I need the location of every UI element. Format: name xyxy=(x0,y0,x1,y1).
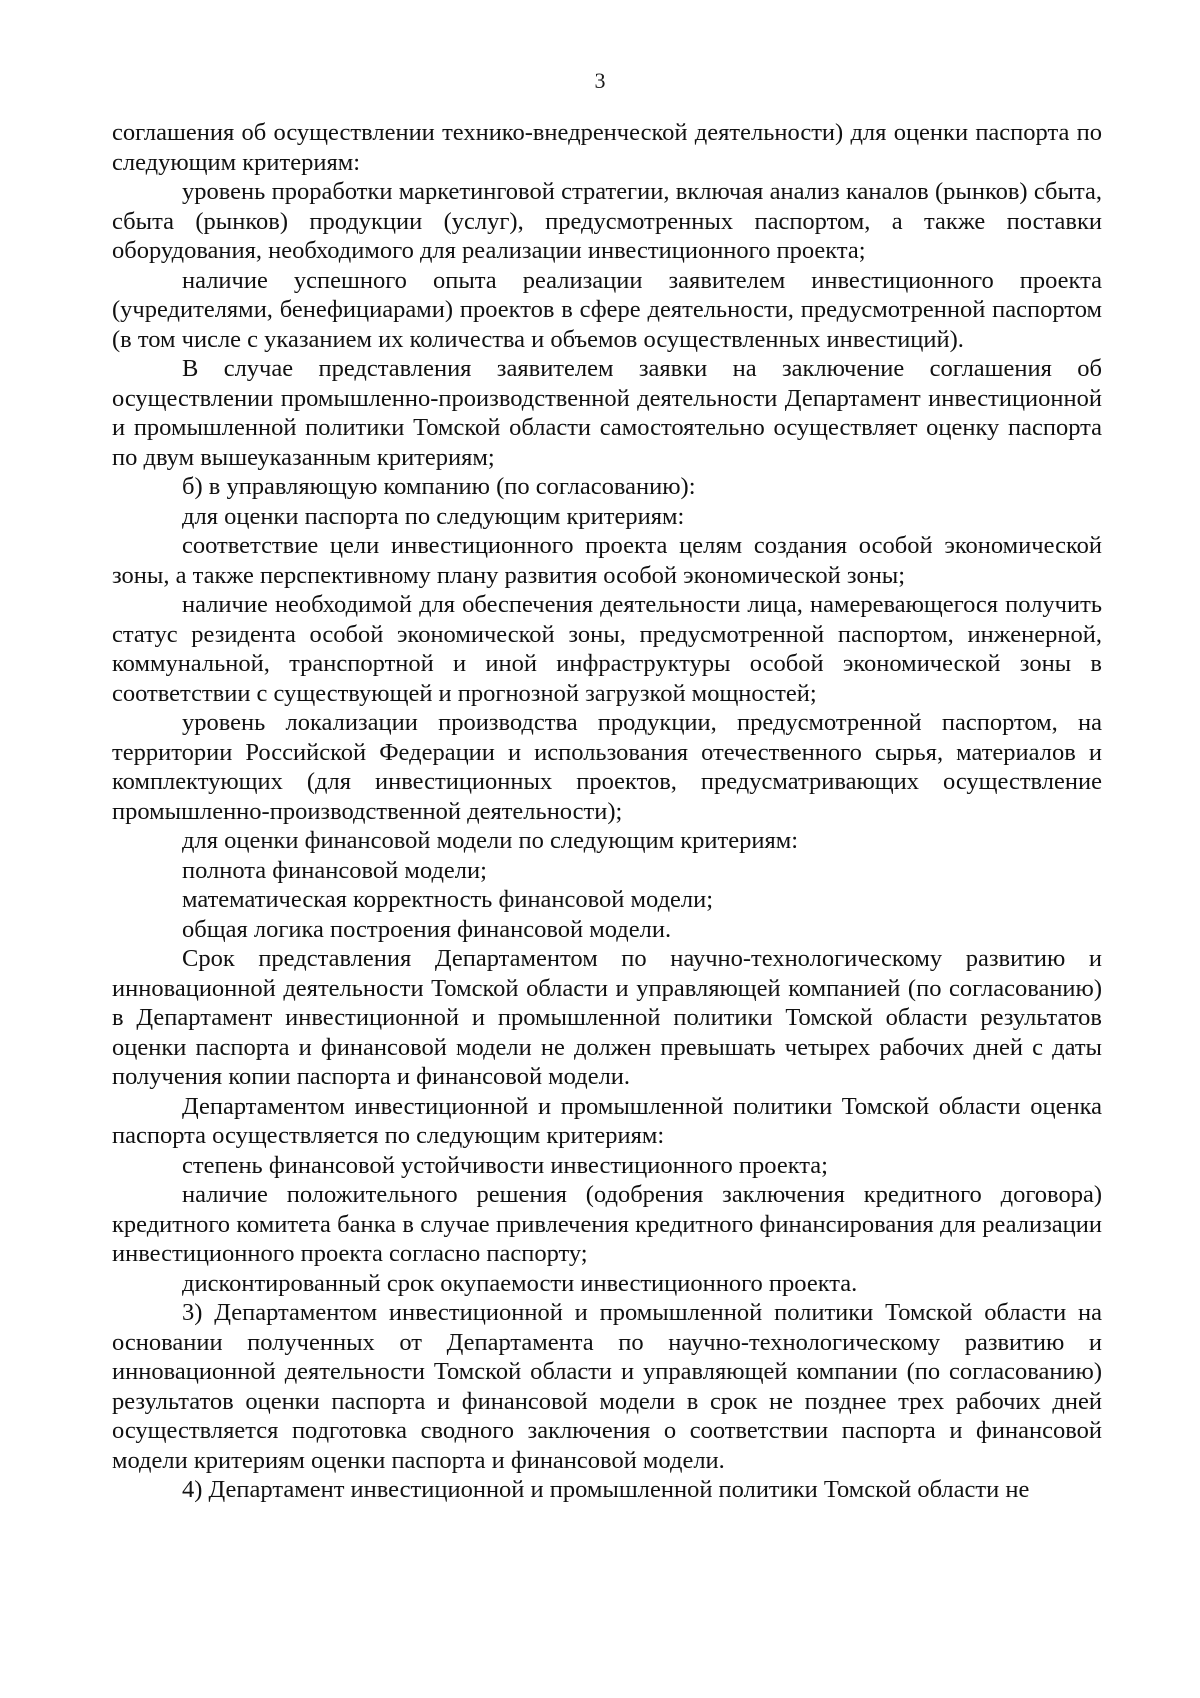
paragraph: наличие положительного решения (одобрения заключения кредитного договора) кредитного комитета банка в случае привлечения кредитного финансирования для реализации инвестиционного проекта согласно паспорту; xyxy=(112,1181,1102,1267)
paragraph: полнота финансовой модели; xyxy=(182,856,487,884)
paragraph: для оценки финансовой модели по следующим критериям: xyxy=(182,827,799,854)
paragraph: Департаментом инвестиционной и промышленной политики Томской области оценка паспорта осуществляется по следующим критериям: xyxy=(112,1092,1102,1149)
paragraph: 3) Департаментом инвестиционной и промышленной политики Томской области на основании полученных от Департамента по научно-технологическому развитию и инновационной деятельности Томской области и управляющей компании (по согласованию) результатов оценки паспорта и финансовой модели в срок не позднее трех рабочих дней осуществляется подготовка сводного заключения о соответствии паспорта и финансовой модели критериям оценки паспорта и финансовой модели. xyxy=(112,1299,1102,1474)
paragraph: наличие необходимой для обеспечения деятельности лица, намеревающегося получить статус резидента особой экономической зоны, предусмотренной паспортом, инженерной, коммунальной, транспортной и иной инфраструктуры особой экономической зоны в соответствии с существующей и прогнозной загрузкой мощностей; xyxy=(112,591,1102,707)
paragraph: уровень локализации производства продукции, предусмотренной паспортом, на территории Российской Федерации и использования отечественного сырья, материалов и комплектующих (для инвестиционных проектов, предусматривающих осуществление промышленно-производственной деятельности); xyxy=(112,709,1102,825)
page-number: 3 xyxy=(594,68,606,93)
paragraph: соглашения об осуществлении технико-внедренческой деятельности) для оценки паспорта по следующим критериям: xyxy=(112,119,1102,176)
paragraph: наличие успешного опыта реализации заявителем инвестиционного проекта (учредителями, бенефициарами) проектов в сфере деятельности, предусмотренной паспортом (в том числе с указанием их количества и объемов осуществленных инвестиций). xyxy=(112,266,1102,353)
paragraph: математическая корректность финансовой модели; xyxy=(182,886,714,913)
paragraph: 4) Департамент инвестиционной и промышленной политики Томской области не xyxy=(182,1476,1030,1503)
paragraph: для оценки паспорта по следующим критериям: xyxy=(182,502,685,530)
paragraph: б) в управляющую компанию (по согласованию): xyxy=(182,473,696,500)
paragraph: дисконтированный срок окупаемости инвестиционного проекта. xyxy=(182,1269,858,1297)
paragraph: уровень проработки маркетинговой стратегии, включая анализ каналов (рынков) сбыта, сбыта (рынков) продукции (услуг), предусмотренных паспортом, а также поставки оборудования, необходимого для реализации инвестиционного проекта; xyxy=(112,178,1102,264)
paragraph: общая логика построения финансовой модели. xyxy=(182,915,672,943)
paragraph: В случае представления заявителем заявки на заключение соглашения об осуществлении промышленно-производственной деятельности Департамент инвестиционной и промышленной политики Томской области самостоятельно осуществляет оценку паспорта по двум вышеуказанным критериям; xyxy=(112,355,1102,471)
paragraph: соответствие цели инвестиционного проекта целям создания особой экономической зоны, а также перспективному плану развития особой экономической зоны; xyxy=(112,532,1102,589)
document-body xyxy=(112,118,1102,1505)
paragraph: Срок представления Департаментом по научно-технологическому развитию и инновационной деятельности Томской области и управляющей компанией (по согласованию) в Департамент инвестиционной и промышленной политики Томской области результатов оценки паспорта и финансовой модели не должен превышать четырех рабочих дней с даты получения копии паспорта и финансовой модели. xyxy=(112,945,1102,1090)
paragraph: степень финансовой устойчивости инвестиционного проекта; xyxy=(182,1151,828,1179)
